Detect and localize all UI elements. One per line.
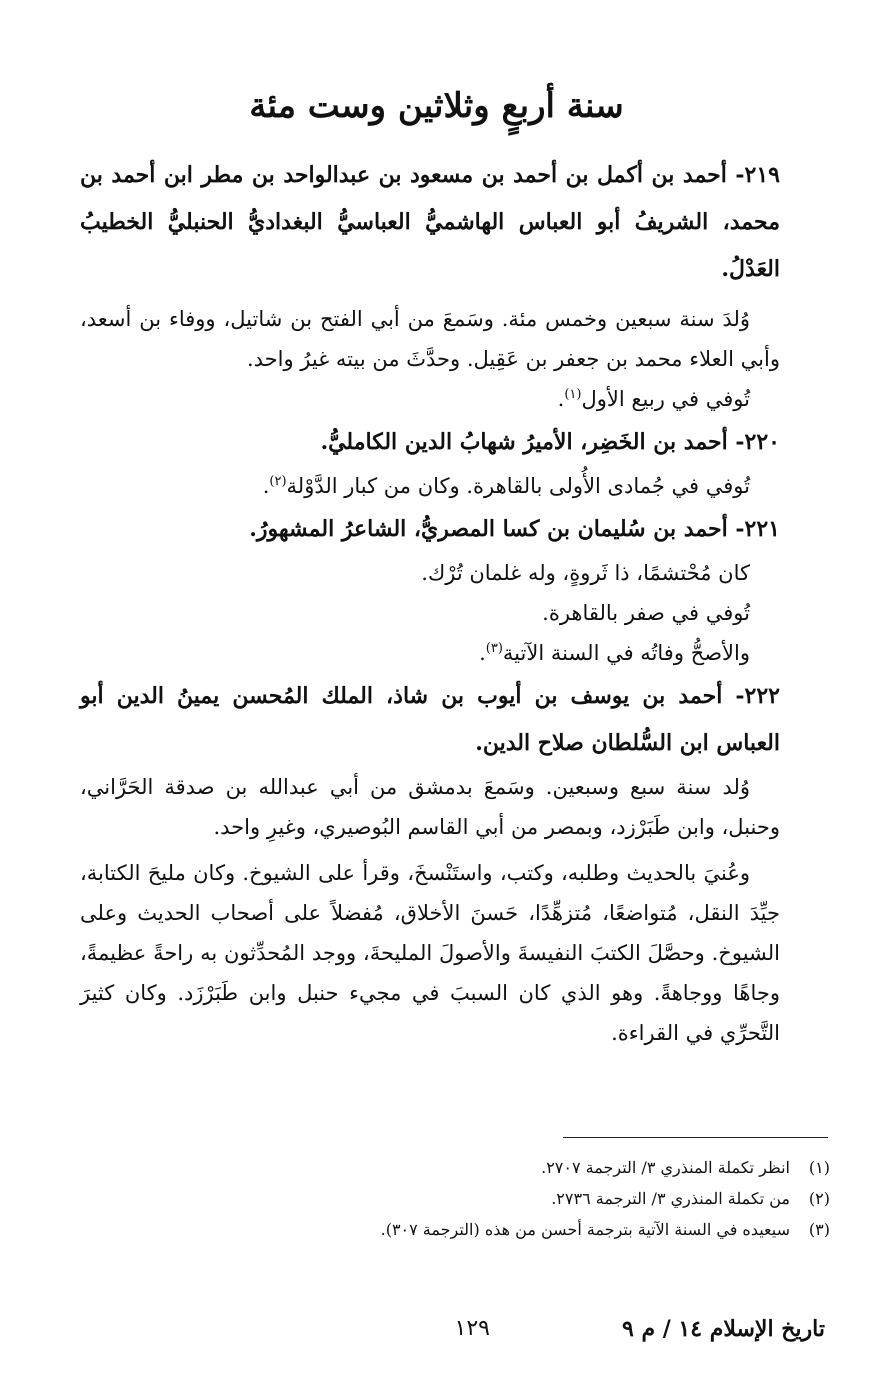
footnote-2-text: من تكملة المنذري ٣/ الترجمة ٢٧٣٦. xyxy=(551,1189,790,1208)
footnote-ref-1[interactable]: (١) xyxy=(564,387,582,402)
entry-220-death xyxy=(80,466,780,506)
entry-221-heading: ٢٢١- أحمد بن سُليمان بن كسا المصريُّ، الشاعرُ المشهورُ. xyxy=(249,516,780,542)
footnote-3-number: (٣) xyxy=(808,1220,830,1239)
entry-219-death-text: تُوفي في ربيع الأول xyxy=(581,387,750,411)
page-footer xyxy=(80,1316,825,1356)
entry-220-heading: ٢٢٠- أحمد بن الخَضِر، الأميرُ شهابُ الدين الكامليُّ. xyxy=(320,429,780,455)
year-heading: سنة أربعٍ وثلاثين وست مئة xyxy=(249,86,624,126)
entry-219-death xyxy=(80,379,780,419)
footnote-2 xyxy=(80,1183,830,1214)
entry-221-correction-text: والأصحُّ وفاتُه في السنة الآتية xyxy=(502,641,750,665)
entry-222-biography: وعُنيَ بالحديث وطلبه، وكتب، واستَنْسخَ، وقرأ على الشيوخ. وكان مليحَ الكتابة، جيِّدَ النقل، مُتواضعًا، مُتزهِّدًا، حَسنَ الأخلاق، مُفضلاً على أصحاب الحديث وعلى الشيوخ. وحصَّلَ الكتبَ النفيسةَ والأصولَ المليحةَ، ووجد المُحدِّثون به راحةً عظيمةً، وجاهًا ووجاهةً. وهو الذي كان السببَ في مجيء حنبل وابن طَبَرْزَد. وكان كثيرَ التَّحرِّي في القراءة. xyxy=(80,861,780,1045)
main-text xyxy=(80,152,780,1053)
footnote-3 xyxy=(80,1214,830,1245)
footnote-1-text: انظر تكملة المنذري ٣/ الترجمة ٢٧٠٧. xyxy=(541,1158,790,1177)
footnotes xyxy=(80,1152,830,1245)
entry-221-desc: كان مُحْتشمًا، ذا ثَروةٍ، وله غلمان تُرْك. xyxy=(421,561,750,585)
entry-221-correction-end: . xyxy=(479,641,486,665)
entry-219-birth: وُلدَ سنة سبعين وخمس مئة. وسَمعَ من أبي الفتح بن شاتيل، ووفاء بن أسعد، وأبي العلاء محمد بن جعفر بن عَقِيل. وحدَّثَ من بيته غيرُ واحد. xyxy=(80,307,780,371)
footnote-1-number: (١) xyxy=(808,1158,830,1177)
footnote-2-number: (٢) xyxy=(808,1189,830,1208)
footnote-ref-3[interactable]: (٣) xyxy=(485,641,503,656)
entry-219-heading: ٢١٩- أحمد بن أكمل بن أحمد بن مسعود بن عبدالواحد بن مطر ابن أحمد بن محمد، الشريفُ أبو العباس الهاشميُّ العباسيُّ البغداديُّ الحنبليُّ الخطيبُ العَدْلُ. xyxy=(80,162,780,282)
footnote-ref-2[interactable]: (٢) xyxy=(269,474,287,489)
entry-220-death-text: تُوفي في جُمادى الأُولى بالقاهرة. وكان من كبار الدَّوْلة xyxy=(286,474,750,498)
entry-222-birth: وُلد سنة سبع وسبعين. وسَمعَ بدمشق من أبي عبدالله بن صدقة الحَرَّاني، وحنبل، وابن طَبَرْزد، وبمصر من أبي القاسم البُوصيري، وغيرِ واحد. xyxy=(80,775,780,839)
entry-221-death: تُوفي في صفر بالقاهرة. xyxy=(542,601,750,625)
entry-222-heading: ٢٢٢- أحمد بن يوسف بن أيوب بن شاذ، الملك المُحسن يمينُ الدين أبو العباس ابن السُّلطان صلاح الدين. xyxy=(80,683,780,756)
entry-220-death-end: . xyxy=(262,474,270,498)
footnote-1 xyxy=(80,1152,830,1183)
running-footer-title: تاريخ الإسلام ١٤ / م ٩ xyxy=(621,1316,825,1342)
page-number: ١٢٩ xyxy=(454,1316,490,1341)
entry-221-correction xyxy=(80,633,780,673)
footnote-divider xyxy=(563,1137,828,1138)
entry-219-death-end: . xyxy=(557,387,565,411)
footnote-3-text: سيعيده في السنة الآتية بترجمة أحسن من هذه (الترجمة ٣٠٧). xyxy=(380,1220,790,1239)
